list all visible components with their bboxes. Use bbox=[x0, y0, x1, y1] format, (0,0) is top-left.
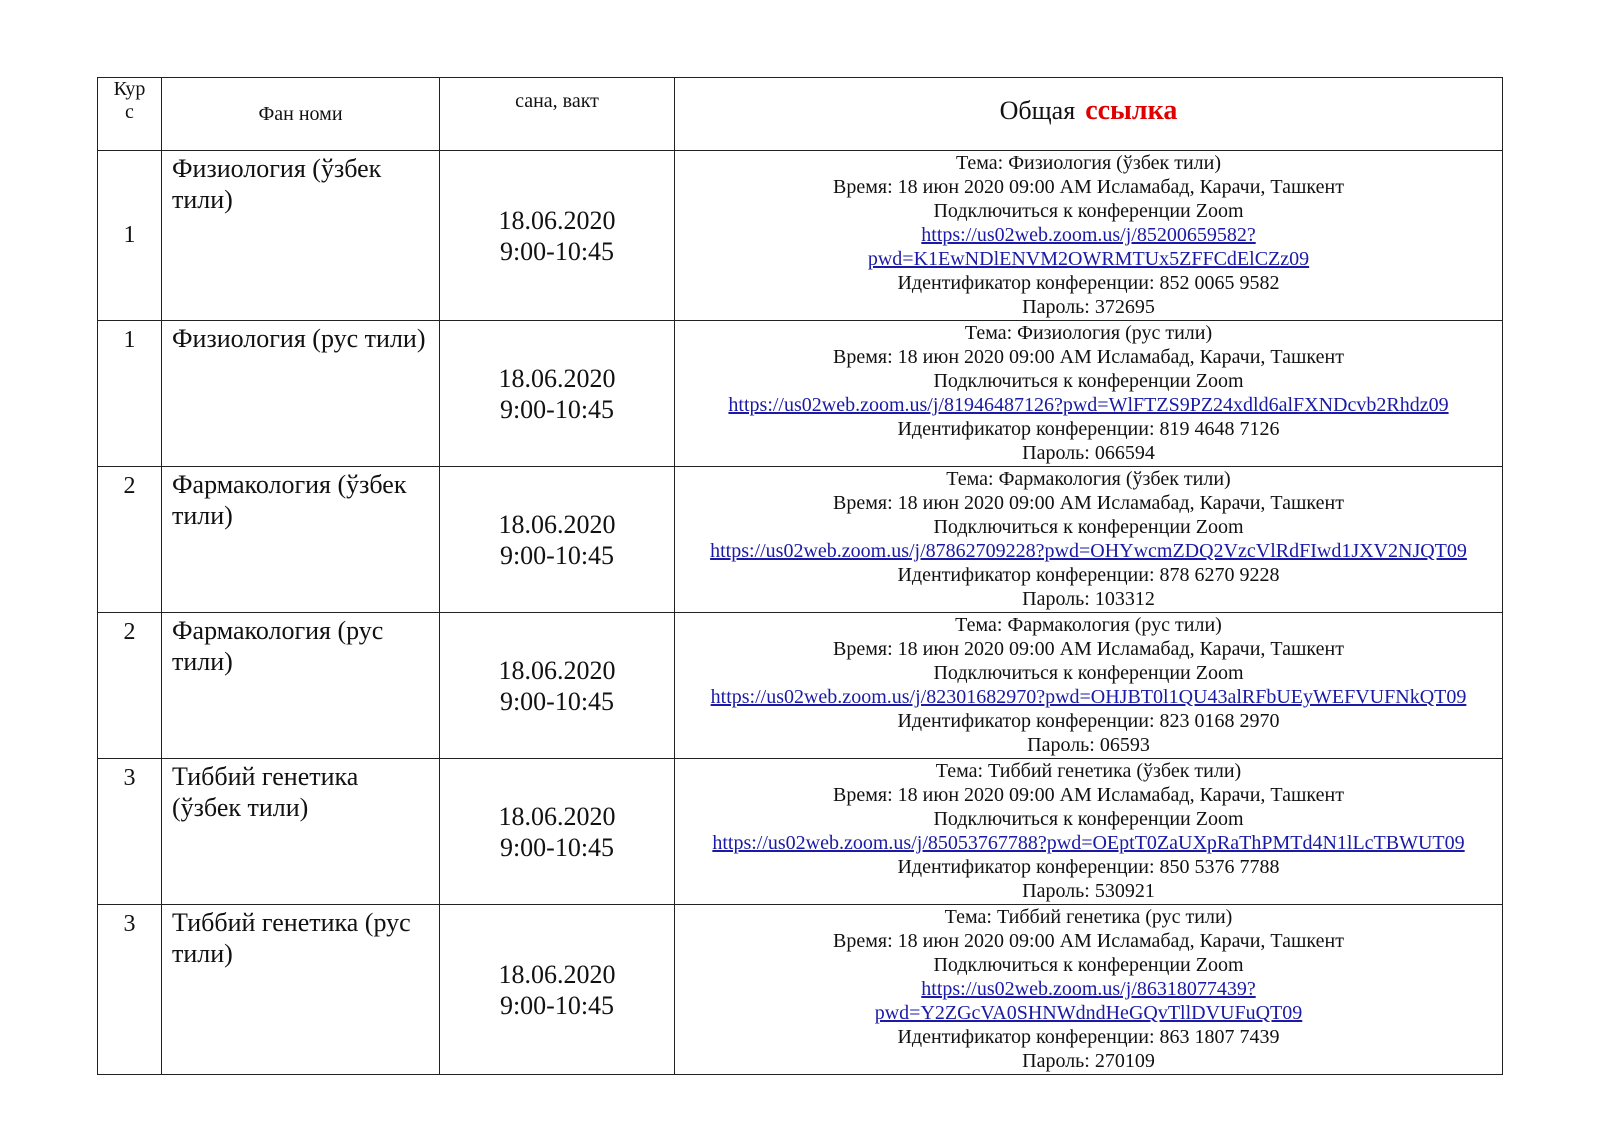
when-text: Время: 18 июн 2020 09:00 AM Исламабад, Карачи, Ташкент bbox=[833, 638, 1344, 660]
topic-text: Тема: Фармакология (рус тили) bbox=[955, 614, 1222, 636]
connect-text: Подключиться к конференции Zoom bbox=[933, 662, 1244, 684]
table-row bbox=[98, 467, 1503, 613]
sana-cell bbox=[440, 613, 675, 759]
zoom-link-line1[interactable]: https://us02web.zoom.us/j/85200659582? bbox=[921, 224, 1256, 246]
time-text: 9:00-10:45 bbox=[499, 540, 615, 570]
table-row bbox=[98, 905, 1503, 1075]
table-row bbox=[98, 613, 1503, 759]
info-cell bbox=[675, 151, 1503, 321]
topic-text: Тема: Фармакология (ўзбек тили) bbox=[946, 468, 1231, 490]
when-text: Время: 18 июн 2020 09:00 AM Исламабад, Карачи, Ташкент bbox=[833, 346, 1344, 368]
zoom-link[interactable] bbox=[679, 977, 1498, 1025]
table-row bbox=[98, 151, 1503, 321]
zoom-link[interactable]: https://us02web.zoom.us/j/87862709228?pwd=OHYwcmZDQ2VzcVlRdFIwd1JXV2NJQT09 bbox=[710, 540, 1467, 562]
schedule-table bbox=[97, 77, 1503, 1075]
topic-text: Тема: Физиология (рус тили) bbox=[964, 322, 1213, 344]
conf-id-text: Идентификатор конференции: 819 4648 7126 bbox=[897, 418, 1280, 440]
fan-cell: Фармакология (ўзбек тили) bbox=[162, 467, 440, 613]
password-text: Пароль: 06593 bbox=[1027, 734, 1150, 756]
date-text: 18.06.2020 bbox=[498, 655, 616, 685]
kurs-cell: 3 bbox=[98, 905, 162, 1075]
conf-id-text: Идентификатор конференции: 878 6270 9228 bbox=[897, 564, 1280, 586]
fan-cell: Тиббий генетика (рус тили) bbox=[162, 905, 440, 1075]
fan-cell: Тиббий генетика (ўзбек тили) bbox=[162, 759, 440, 905]
header-row bbox=[98, 78, 1503, 151]
time-text: 9:00-10:45 bbox=[499, 394, 615, 424]
password-text: Пароль: 103312 bbox=[1022, 588, 1155, 610]
connect-text: Подключиться к конференции Zoom bbox=[933, 516, 1244, 538]
table-row bbox=[98, 321, 1503, 467]
time-text: 9:00-10:45 bbox=[499, 686, 615, 716]
sana-cell bbox=[440, 151, 675, 321]
sana-cell bbox=[440, 467, 675, 613]
header-sana: сана, вакт bbox=[440, 78, 675, 151]
sana-cell bbox=[440, 759, 675, 905]
password-text: Пароль: 372695 bbox=[1022, 296, 1155, 318]
topic-text: Тема: Тиббий генетика (рус тили) bbox=[944, 906, 1233, 928]
sana-cell bbox=[440, 905, 675, 1075]
kurs-cell: 2 bbox=[98, 467, 162, 613]
fan-cell: Физиология (ўзбек тили) bbox=[162, 151, 440, 321]
info-cell bbox=[675, 613, 1503, 759]
date-text: 18.06.2020 bbox=[498, 801, 616, 831]
time-text: 9:00-10:45 bbox=[499, 832, 615, 862]
time-text: 9:00-10:45 bbox=[499, 236, 615, 266]
table-row bbox=[98, 759, 1503, 905]
when-text: Время: 18 июн 2020 09:00 AM Исламабад, Карачи, Ташкент bbox=[833, 176, 1344, 198]
fan-cell: Фармакология (рус тили) bbox=[162, 613, 440, 759]
topic-text: Тема: Физиология (ўзбек тили) bbox=[955, 152, 1222, 174]
password-text: Пароль: 066594 bbox=[1022, 442, 1155, 464]
info-cell bbox=[675, 467, 1503, 613]
sana-cell bbox=[440, 321, 675, 467]
header-link-red: ссылка bbox=[1085, 95, 1178, 126]
fan-cell: Физиология (рус тили) bbox=[162, 321, 440, 467]
time-text: 9:00-10:45 bbox=[499, 990, 615, 1020]
info-cell bbox=[675, 905, 1503, 1075]
zoom-link[interactable]: https://us02web.zoom.us/j/85053767788?pwd=OEptT0ZaUXpRaThPMTd4N1lLcTBWUT09 bbox=[712, 832, 1465, 854]
date-text: 18.06.2020 bbox=[498, 205, 616, 235]
when-text: Время: 18 июн 2020 09:00 AM Исламабад, Карачи, Ташкент bbox=[833, 784, 1344, 806]
conf-id-text: Идентификатор конференции: 823 0168 2970 bbox=[897, 710, 1280, 732]
connect-text: Подключиться к конференции Zoom bbox=[933, 370, 1244, 392]
conf-id-text: Идентификатор конференции: 863 1807 7439 bbox=[897, 1026, 1280, 1048]
info-cell bbox=[675, 321, 1503, 467]
topic-text: Тема: Тиббий генетика (ўзбек тили) bbox=[935, 760, 1242, 782]
header-link bbox=[675, 78, 1503, 151]
password-text: Пароль: 270109 bbox=[1022, 1050, 1155, 1072]
conf-id-text: Идентификатор конференции: 850 5376 7788 bbox=[897, 856, 1280, 878]
zoom-link[interactable]: https://us02web.zoom.us/j/82301682970?pwd=OHJBT0l1QU43alRFbUEyWEFVUFNkQT09 bbox=[710, 686, 1467, 708]
conf-id-text: Идентификатор конференции: 852 0065 9582 bbox=[897, 272, 1280, 294]
kurs-cell: 1 bbox=[98, 321, 162, 467]
header-fan: Фан номи bbox=[162, 78, 440, 151]
zoom-link[interactable] bbox=[679, 223, 1498, 271]
date-text: 18.06.2020 bbox=[498, 509, 616, 539]
kurs-cell: 1 bbox=[98, 151, 162, 321]
zoom-link-line1[interactable]: https://us02web.zoom.us/j/86318077439? bbox=[921, 978, 1256, 1000]
connect-text: Подключиться к конференции Zoom bbox=[933, 200, 1244, 222]
connect-text: Подключиться к конференции Zoom bbox=[933, 954, 1244, 976]
date-text: 18.06.2020 bbox=[498, 363, 616, 393]
kurs-cell: 2 bbox=[98, 613, 162, 759]
when-text: Время: 18 июн 2020 09:00 AM Исламабад, Карачи, Ташкент bbox=[833, 930, 1344, 952]
when-text: Время: 18 июн 2020 09:00 AM Исламабад, Карачи, Ташкент bbox=[833, 492, 1344, 514]
kurs-cell: 3 bbox=[98, 759, 162, 905]
zoom-link-line2[interactable]: pwd=K1EwNDlENVM2OWRMTUx5ZFFCdElCZz09 bbox=[867, 248, 1310, 270]
info-cell bbox=[675, 759, 1503, 905]
zoom-link[interactable]: https://us02web.zoom.us/j/81946487126?pwd=WlFTZS9PZ24xdld6alFXNDcvb2Rhdz09 bbox=[728, 394, 1449, 416]
password-text: Пароль: 530921 bbox=[1022, 880, 1155, 902]
header-kurs: Кур с bbox=[98, 78, 162, 151]
date-text: 18.06.2020 bbox=[498, 959, 616, 989]
header-link-prefix: Общая bbox=[999, 96, 1076, 125]
connect-text: Подключиться к конференции Zoom bbox=[933, 808, 1244, 830]
zoom-link-line2[interactable]: pwd=Y2ZGcVA0SHNWdndHeGQvTllDVUFuQT09 bbox=[874, 1002, 1303, 1024]
